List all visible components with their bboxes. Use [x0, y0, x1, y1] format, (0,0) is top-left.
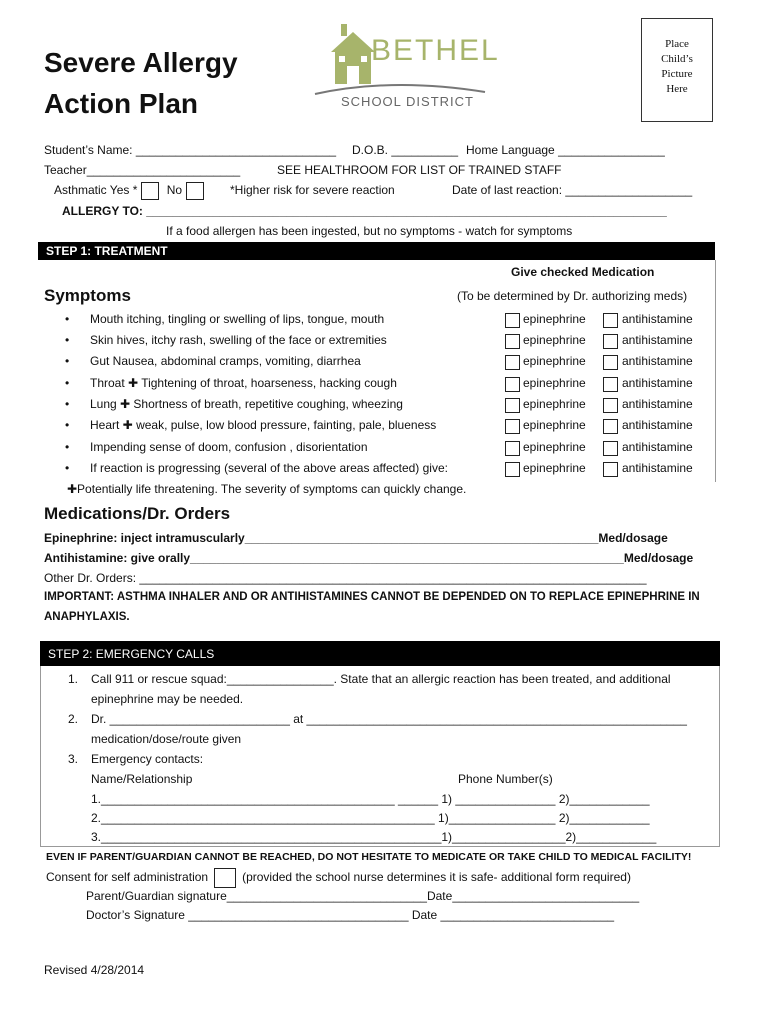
epinephrine-checkbox[interactable] — [505, 398, 520, 413]
parent-signature-field[interactable]: Parent/Guardian signature______________________________Date____________________________ — [86, 889, 640, 903]
epinephrine-label: epinephrine — [523, 354, 586, 368]
doctor-line-2: medication/dose/route given — [91, 732, 242, 746]
phone-numbers-header: Phone Number(s) — [458, 772, 553, 786]
symptom-text: Impending sense of doom, confusion , disorientation — [90, 440, 368, 454]
antihistamine-checkbox[interactable] — [603, 441, 618, 456]
symptom-text: Gut Nausea, abdominal cramps, vomiting, diarrhea — [90, 354, 361, 368]
contact-row-3[interactable]: 3.___________________________________________________1)_________________2)____________ — [91, 830, 657, 844]
emergency-contacts-label: Emergency contacts: — [91, 752, 204, 766]
allergy-to-field[interactable]: ALLERGY TO: ______________________________________________________________________________ — [62, 204, 667, 218]
symptom-text: Skin hives, itchy rash, swelling of the face or extremities — [90, 333, 387, 347]
item1-number: 1. — [68, 672, 79, 686]
epinephrine-checkbox[interactable] — [505, 377, 520, 392]
teacher-field[interactable]: Teacher_______________________ — [44, 163, 241, 177]
photo-placeholder — [641, 18, 713, 122]
antihistamine-checkbox[interactable] — [603, 355, 618, 370]
antihistamine-checkbox[interactable] — [603, 313, 618, 328]
asthmatic-no-label: No — [166, 183, 183, 198]
logo-word: BETHEL — [371, 34, 500, 67]
orders-heading: Medications/Dr. Orders — [44, 504, 231, 523]
dob-field[interactable]: D.O.B. __________ — [352, 143, 459, 157]
no-symptoms-note: If a food allergen has been ingested, but no symptoms - watch for symptoms — [166, 224, 573, 238]
district-logo — [313, 22, 500, 117]
contact-row-2[interactable]: 2.__________________________________________________ 1)________________ 2)____________ — [91, 811, 650, 825]
bullet: • — [65, 333, 70, 347]
bullet: • — [65, 440, 70, 454]
doctor-line[interactable]: Dr. ___________________________ at _________________________________________________________ — [91, 712, 687, 726]
bullet: • — [65, 418, 70, 432]
epinephrine-label: epinephrine — [523, 418, 586, 432]
consent-checkbox[interactable] — [214, 868, 236, 888]
asthmatic-no-checkbox[interactable] — [186, 182, 204, 200]
epinephrine-checkbox[interactable] — [505, 355, 520, 370]
determined-by-note: (To be determined by Dr. authorizing meds) — [457, 289, 688, 303]
item3-number: 3. — [68, 752, 79, 766]
antihistamine-label: antihistamine — [622, 440, 693, 454]
antihistamine-label: antihistamine — [622, 418, 693, 432]
call-911-line-2: epinephrine may be needed. — [91, 692, 244, 706]
antihistamine-checkbox[interactable] — [603, 377, 618, 392]
antihistamine-label: antihistamine — [622, 333, 693, 347]
name-relationship-header: Name/Relationship — [91, 772, 193, 786]
other-orders-field[interactable]: Other Dr. Orders: ____________________________________________________________________________ — [44, 571, 647, 585]
title-line-1: Severe Allergy — [44, 47, 238, 78]
symptoms-heading: Symptoms — [44, 286, 131, 305]
epinephrine-checkbox[interactable] — [505, 441, 520, 456]
antihistamine-label: antihistamine — [622, 397, 693, 411]
epinephrine-label: epinephrine — [523, 333, 586, 347]
bullet: • — [65, 376, 70, 390]
epinephrine-label: epinephrine — [523, 312, 586, 326]
epinephrine-checkbox[interactable] — [505, 313, 520, 328]
antihistamine-label: antihistamine — [622, 312, 693, 326]
contact-row-1[interactable]: 1.____________________________________________ ______ 1) _______________ 2)____________ — [91, 792, 650, 806]
call-911-line[interactable]: Call 911 or rescue squad:________________. State that an allergic reaction has been treated, and additional — [91, 672, 671, 686]
consent-note: (provided the school nurse determines it is safe- additional form required) — [242, 870, 631, 885]
antihistamine-label: antihistamine — [622, 376, 693, 390]
antihistamine-label: antihistamine — [622, 461, 693, 475]
asthmatic-row — [54, 182, 208, 200]
title-line-2: Action Plan — [44, 88, 199, 119]
epinephrine-checkbox[interactable] — [505, 462, 520, 477]
step2-right-border — [719, 666, 720, 846]
epinephrine-order[interactable]: Epinephrine: inject intramuscularly_____________________________________________________Med/dosage — [44, 531, 668, 545]
epinephrine-checkbox[interactable] — [505, 419, 520, 434]
asthmatic-yes-label: Asthmatic Yes * — [54, 183, 138, 198]
important-line-2: ANAPHYLAXIS. — [44, 611, 130, 623]
student-name-field[interactable]: Student’s Name: ______________________________ — [44, 143, 337, 157]
item2-number: 2. — [68, 712, 79, 726]
consent-row — [46, 868, 631, 888]
step2-bar: STEP 2: EMERGENCY CALLS — [40, 641, 720, 666]
bullet: • — [65, 312, 70, 326]
last-reaction-field[interactable]: Date of last reaction: ___________________ — [452, 183, 693, 197]
antihistamine-checkbox[interactable] — [603, 462, 618, 477]
photo-line: Here — [666, 83, 688, 95]
asthmatic-yes-checkbox[interactable] — [141, 182, 159, 200]
epinephrine-checkbox[interactable] — [505, 334, 520, 349]
even-if-warning: EVEN IF PARENT/GUARDIAN CANNOT BE REACHED, DO NOT HESITATE TO MEDICATE OR TAKE CHILD TO MEDICAL FACILITY! — [46, 851, 692, 863]
symptom-text: Lung ✚ Shortness of breath, repetitive coughing, wheezing — [90, 397, 403, 411]
photo-line: Picture — [661, 68, 693, 80]
important-line-1: IMPORTANT: ASTHMA INHALER AND OR ANTIHISTAMINES CANNOT BE DEPENDED ON TO REPLACE EPINEPHRINE IN — [44, 591, 700, 603]
symptom-text: Heart ✚ weak, pulse, low blood pressure, fainting, pale, blueness — [90, 418, 437, 432]
epinephrine-label: epinephrine — [523, 461, 586, 475]
bullet: • — [65, 461, 70, 475]
antihistamine-checkbox[interactable] — [603, 419, 618, 434]
epinephrine-label: epinephrine — [523, 376, 586, 390]
bullet: • — [65, 397, 70, 411]
doctor-signature-field[interactable]: Doctor’s Signature _________________________________ Date __________________________ — [86, 908, 615, 922]
life-threatening-note: ✚Potentially life threatening. The severity of symptoms can quickly change. — [67, 482, 467, 496]
symptom-text: Mouth itching, tingling or swelling of lips, tongue, mouth — [90, 312, 385, 326]
give-checked-heading: Give checked Medication — [511, 265, 655, 279]
home-language-field[interactable]: Home Language ________________ — [466, 143, 665, 157]
consent-label: Consent for self administration — [46, 870, 209, 885]
antihistamine-checkbox[interactable] — [603, 398, 618, 413]
antihistamine-order[interactable]: Antihistamine: give orally_________________________________________________________________Med/dosage — [44, 551, 694, 565]
step2-bottom-border — [40, 846, 720, 847]
step1-bar: STEP 1: TREATMENT — [38, 242, 715, 260]
step1-border — [715, 260, 716, 482]
photo-line: Place — [665, 38, 689, 50]
symptom-text: If reaction is progressing (several of the above areas affected) give: — [90, 461, 448, 475]
step2-left-border — [40, 666, 41, 846]
bullet: • — [65, 354, 70, 368]
photo-line: Child’s — [661, 53, 693, 65]
epinephrine-label: epinephrine — [523, 397, 586, 411]
epinephrine-label: epinephrine — [523, 440, 586, 454]
antihistamine-label: antihistamine — [622, 354, 693, 368]
antihistamine-checkbox[interactable] — [603, 334, 618, 349]
logo-subtitle: SCHOOL DISTRICT — [341, 94, 474, 109]
revised-date: Revised 4/28/2014 — [44, 963, 145, 977]
symptom-text: Throat ✚ Tightening of throat, hoarseness, hacking cough — [90, 376, 397, 390]
healthroom-note: SEE HEALTHROOM FOR LIST OF TRAINED STAFF — [277, 163, 562, 177]
higher-risk-note: *Higher risk for severe reaction — [230, 183, 395, 197]
